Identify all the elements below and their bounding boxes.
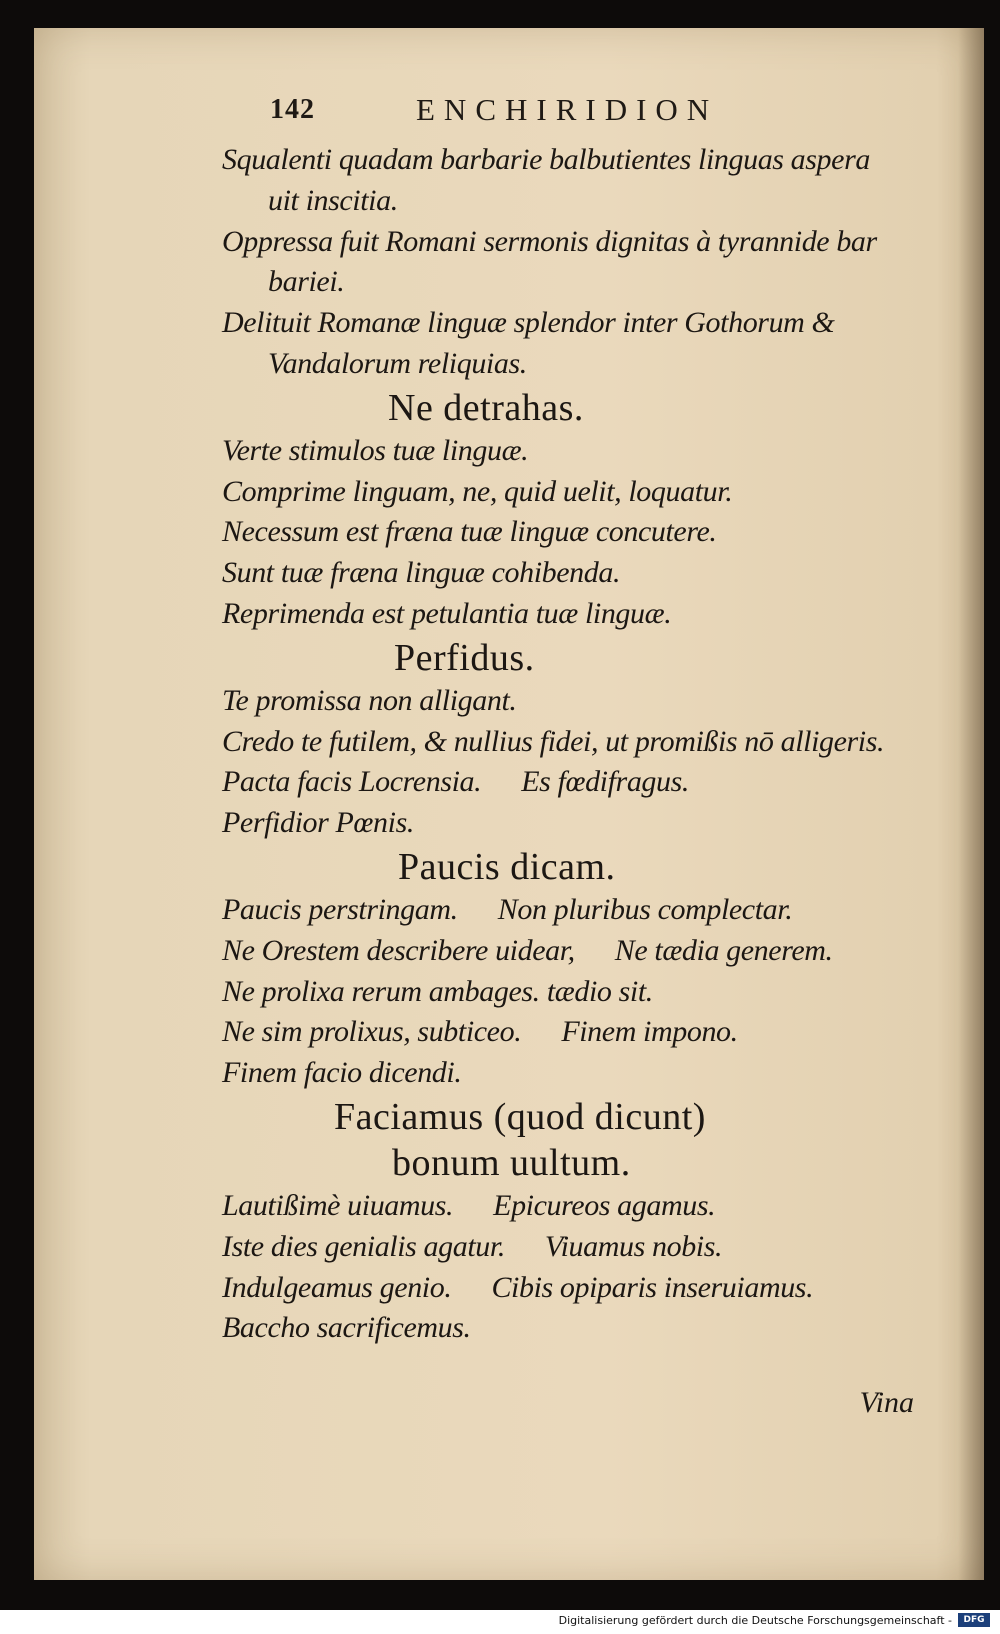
text-line: uit inscitia. [268, 183, 398, 217]
section-heading: Paucis dicam. [398, 845, 616, 888]
text-line: Reprimenda est petulantia tuæ linguæ. [222, 596, 672, 630]
phrase: Paucis perstringam. [222, 892, 458, 926]
text-line: Baccho sacrificemus. [222, 1311, 471, 1345]
text-line: Vandalorum reliquias. [268, 346, 527, 380]
text-line-pair [222, 1186, 962, 1227]
text-line: Comprime linguam, ne, quid uelit, loquatur. [222, 474, 733, 508]
text-line: Credo te futilem, & nullius fidei, ut promißis nō alligeris. [222, 724, 885, 758]
phrase: Pacta facis Locrensia. [222, 765, 482, 799]
text-line-pair [222, 1227, 962, 1268]
section-heading: Ne detrahas. [388, 386, 584, 429]
text-line: Squalenti quadam barbarie balbutientes linguas aspera [222, 143, 870, 176]
page-text [222, 140, 962, 1349]
section-heading: Faciamus (quod dicunt) [334, 1095, 706, 1138]
phrase: Non pluribus complectar. [497, 892, 793, 926]
text-line: Perfidior Pœnis. [222, 806, 414, 840]
phrase: Ne tædia generem. [614, 933, 833, 967]
text-line: Verte stimulos tuæ linguæ. [222, 433, 529, 467]
phrase: Es fœdifragus. [521, 765, 689, 799]
phrase: Indulgeamus genio. [222, 1270, 452, 1304]
section-heading: Perfidus. [394, 636, 535, 679]
funding-credit: Digitalisierung gefördert durch die Deutsche Forschungsgemeinschaft - [558, 1614, 952, 1627]
section-heading-continued: bonum uultum. [392, 1141, 631, 1184]
text-line: Finem facio dicendi. [222, 1056, 462, 1090]
catchword: Vina [859, 1386, 914, 1419]
text-line: bariei. [268, 265, 345, 299]
phrase: Epicureos agamus. [493, 1188, 716, 1222]
text-line-pair [222, 931, 962, 972]
text-line-pair [222, 890, 962, 931]
text-line-pair [222, 762, 962, 803]
phrase: Iste dies genialis agatur. [222, 1229, 505, 1263]
text-line: Delituit Romanæ linguæ splendor inter Gothorum & [222, 306, 835, 340]
phrase: Ne Orestem describere uidear, [222, 933, 575, 967]
text-line: Ne prolixa rerum ambages. tædio sit. [222, 974, 653, 1008]
text-line-pair [222, 1268, 962, 1309]
phrase: Viuamus nobis. [544, 1229, 723, 1263]
text-line: Sunt tuæ fræna linguæ cohibenda. [222, 556, 621, 590]
text-line: Necessum est fræna tuæ linguæ concutere. [222, 515, 717, 549]
phrase: Finem impono. [561, 1015, 738, 1049]
phrase: Ne sim prolixus, subticeo. [222, 1015, 522, 1049]
text-line: Te promissa non alligant. [222, 683, 517, 717]
dfg-logo: DFG [958, 1613, 990, 1627]
phrase: Cibis opiparis inseruiamus. [491, 1270, 814, 1304]
page-number: 142 [270, 94, 315, 125]
phrase: Lautißimè uiuamus. [222, 1188, 454, 1222]
text-line-pair [222, 1012, 962, 1053]
text-line: Oppressa fuit Romani sermonis dignitas à tyrannide bar [222, 224, 877, 258]
running-title: ENCHIRIDION [416, 92, 719, 127]
